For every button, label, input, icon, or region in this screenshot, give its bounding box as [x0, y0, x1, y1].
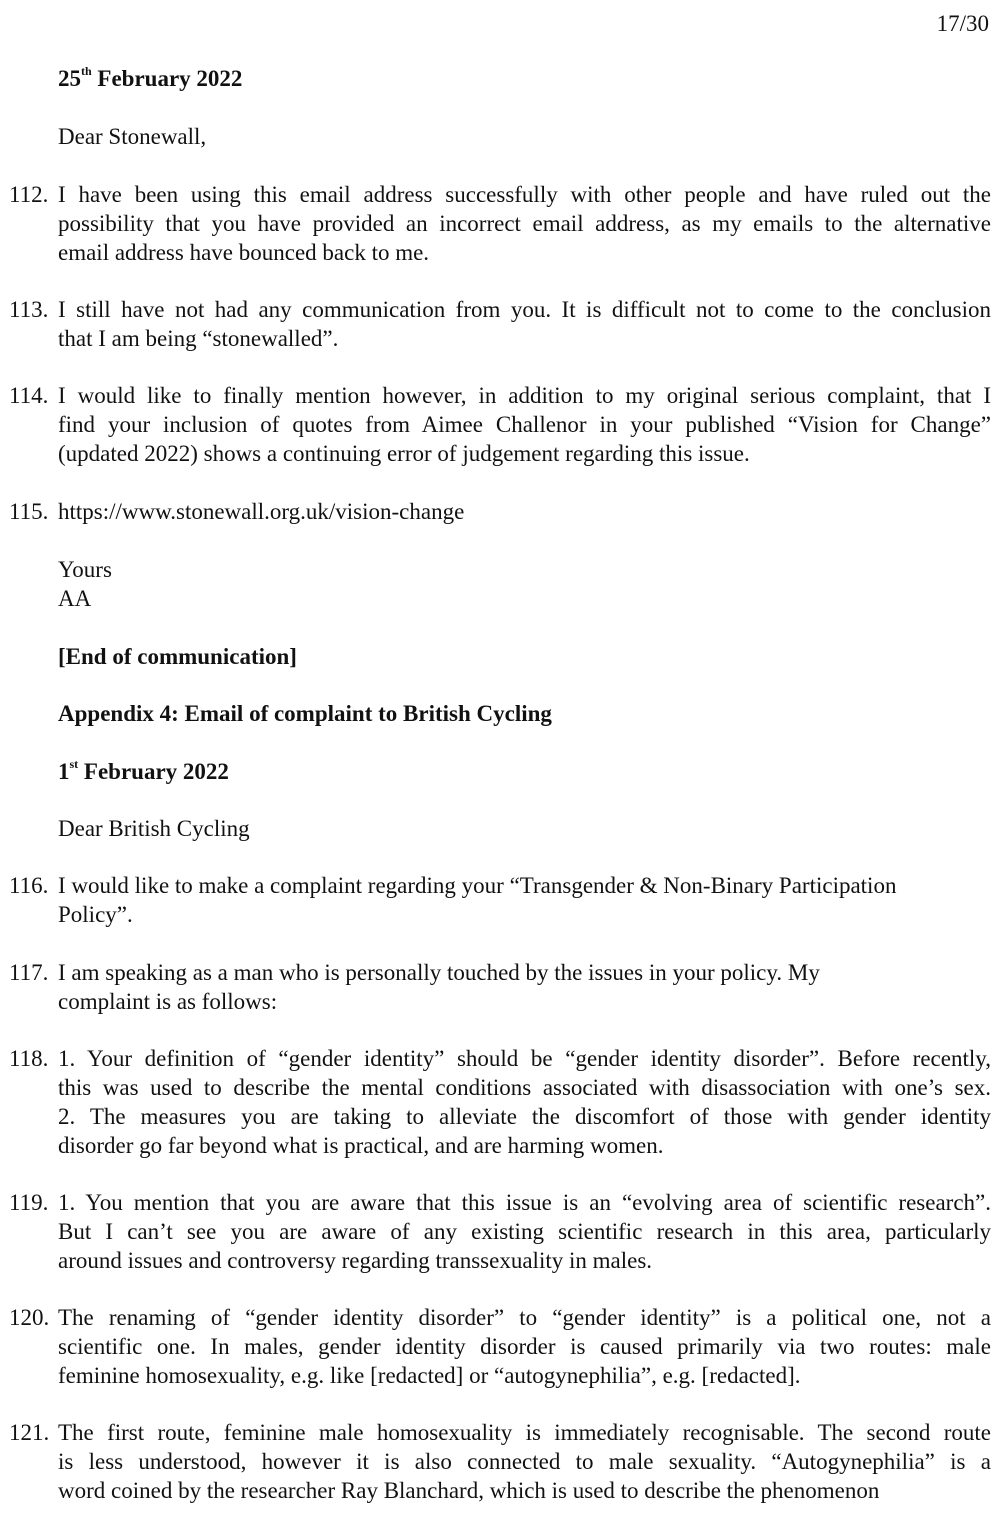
paragraph-number: 113.	[9, 297, 49, 322]
numbered-paragraph	[0, 871, 991, 929]
paragraph-number: 118.	[9, 1046, 49, 1071]
paragraph-line: 1. Your definition of “gender identity” should be “gender identity disorder”. Before recently,	[58, 1046, 991, 1071]
paragraph-line: Policy”.	[58, 902, 133, 927]
letter-date-heading	[58, 64, 991, 93]
paragraph-line: is less understood, however it is also connected to male sexuality. “Autogynephilia” is a	[58, 1449, 991, 1474]
paragraph-text	[58, 295, 991, 353]
paragraph-number: 115.	[9, 499, 49, 524]
paragraph-line: The renaming of “gender identity disorder” to “gender identity” is a political one, not a	[58, 1305, 991, 1330]
numbered-paragraph	[0, 295, 991, 353]
end-of-communication-marker: [End of communication]	[58, 644, 297, 669]
numbered-paragraph	[0, 1418, 991, 1505]
paragraph-text	[58, 871, 991, 929]
paragraph-line: I would like to finally mention however, in addition to my original serious complaint, that I	[58, 383, 991, 408]
date-day: 1	[58, 759, 70, 784]
numbered-paragraph	[0, 497, 991, 526]
appendix-heading: Appendix 4: Email of complaint to British Cycling	[58, 701, 552, 726]
numbered-paragraph	[0, 1044, 991, 1160]
page-number: 17/30	[936, 11, 989, 36]
paragraph-number: 117.	[9, 960, 49, 985]
paragraph-line: I still have not had any communication from you. It is difficult not to come to the conclusion	[58, 297, 991, 322]
paragraph-number: 119.	[9, 1190, 49, 1215]
date-month-year: February 2022	[91, 66, 243, 91]
date-month-year: February 2022	[78, 759, 229, 784]
paragraph-line: scientific one. In males, gender identity disorder is caused primarily via two routes: male	[58, 1334, 991, 1359]
paragraph-line: word coined by the researcher Ray Blanchard, which is used to describe the phenomenon	[58, 1478, 880, 1503]
sign-off: Yours	[58, 557, 112, 582]
paragraph-text	[58, 958, 991, 1016]
date-day: 25	[58, 66, 81, 91]
paragraph-line: 2. The measures you are taking to alleviate the discomfort of those with gender identity	[58, 1104, 991, 1129]
paragraph-line: disorder go far beyond what is practical, and are harming women.	[58, 1133, 664, 1158]
paragraph-number: 120.	[9, 1305, 50, 1330]
paragraph-line: I have been using this email address successfully with other people and have ruled out the	[58, 182, 991, 207]
paragraph-text	[58, 180, 991, 267]
numbered-paragraph	[0, 958, 991, 1016]
paragraph-line: 1. You mention that you are aware that this issue is an “evolving area of scientific research”.	[58, 1190, 991, 1215]
date-ordinal-suffix: th	[81, 64, 92, 79]
paragraph-line: (updated 2022) shows a continuing error of judgement regarding this issue.	[58, 441, 750, 466]
paragraph-line: that I am being “stonewalled”.	[58, 326, 339, 351]
numbered-paragraph	[0, 180, 991, 267]
numbered-paragraph	[0, 1303, 991, 1390]
paragraph-line: complaint is as follows:	[58, 989, 278, 1014]
paragraph-text	[58, 381, 991, 468]
paragraph-line: But I can’t see you are aware of any existing scientific research in this area, particularly	[58, 1219, 991, 1244]
paragraph-line: The first route, feminine male homosexuality is immediately recognisable. The second route	[58, 1420, 991, 1445]
paragraph-line: possibility that you have provided an incorrect email address, as my emails to the alternative	[58, 211, 991, 236]
paragraph-line: I am speaking as a man who is personally touched by the issues in your policy. My	[58, 960, 820, 985]
paragraph-text	[58, 1303, 991, 1390]
letter-date-heading-2	[58, 757, 991, 786]
paragraph-text	[58, 497, 991, 526]
paragraph-line: find your inclusion of quotes from Aimee Challenor in your published “Vision for Change”	[58, 412, 991, 437]
paragraph-number: 116.	[9, 873, 49, 898]
paragraph-text	[58, 1418, 991, 1505]
paragraph-text	[58, 1188, 991, 1275]
paragraph-line: this was used to describe the mental conditions associated with disassociation with one’s sex.	[58, 1075, 991, 1100]
paragraph-number: 112.	[9, 182, 49, 207]
salutation-2: Dear British Cycling	[58, 816, 250, 841]
paragraph-text	[58, 1044, 991, 1160]
numbered-paragraph	[0, 1188, 991, 1275]
paragraph-line: around issues and controversy regarding transsexuality in males.	[58, 1248, 653, 1273]
numbered-paragraph	[0, 381, 991, 468]
signature: AA	[58, 586, 92, 611]
paragraph-number: 114.	[9, 383, 49, 408]
paragraph-line: I would like to make a complaint regarding your “Transgender & Non-Binary Participation	[58, 873, 897, 898]
salutation: Dear Stonewall,	[58, 124, 207, 149]
paragraph-line: email address have bounced back to me.	[58, 240, 430, 265]
date-ordinal-suffix: st	[69, 757, 79, 772]
paragraph-line: feminine homosexuality, e.g. like [redacted] or “autogynephilia”, e.g. [redacted].	[58, 1363, 801, 1388]
paragraph-line: https://www.stonewall.org.uk/vision-change	[58, 499, 465, 524]
paragraph-number: 121.	[9, 1420, 50, 1445]
